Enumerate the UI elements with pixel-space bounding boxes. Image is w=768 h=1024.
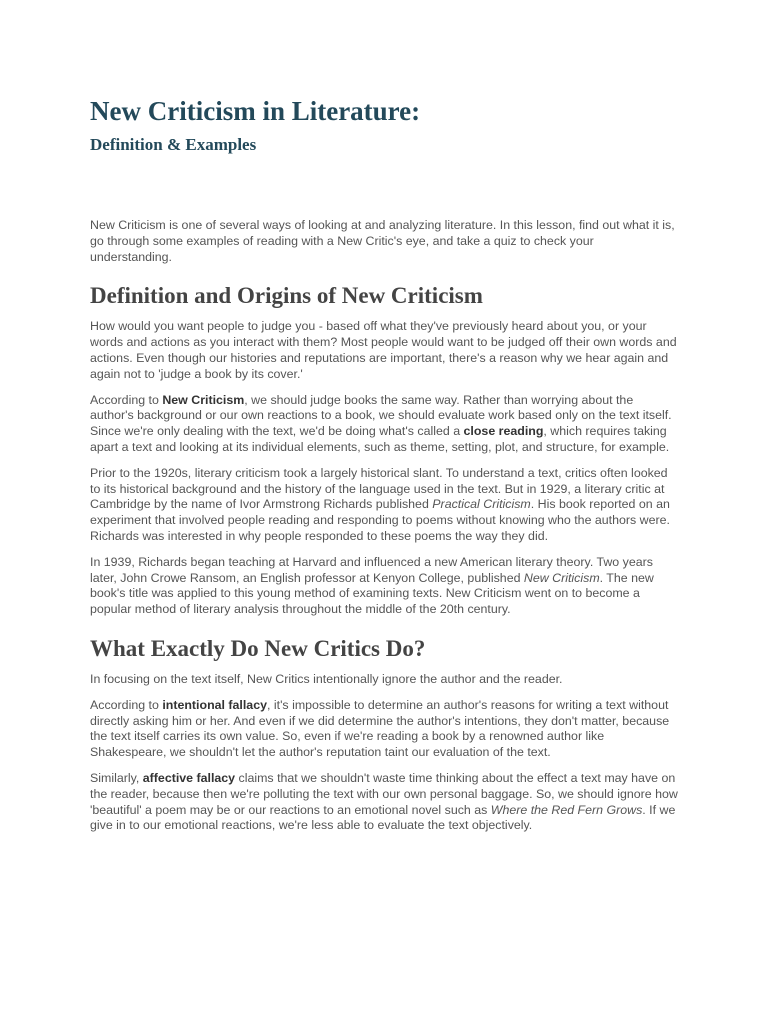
term-close-reading: close reading	[463, 424, 544, 439]
document-title: New Criticism in Literature:	[90, 96, 421, 126]
paragraph: In 1939, Richards began teaching at Harvard and influenced a new American literary theory. Two years later, John Crowe Ransom, an English professor at Kenyon College, published New Criticism. The new book's title was applied to this young method of examining texts. New Criticism went on to become a popular method of literary analysis throughout the middle of the 20th century.	[90, 554, 654, 617]
section-heading-what-critics-do: What Exactly Do New Critics Do?	[90, 635, 426, 661]
book-title: Practical Criticism	[432, 497, 531, 512]
term-intentional-fallacy: intentional fallacy	[162, 697, 267, 712]
term-affective-fallacy: affective fallacy	[142, 770, 236, 785]
document-subtitle: Definition & Examples	[90, 135, 257, 154]
book-title: New Criticism	[523, 570, 600, 585]
term-new-criticism: New Criticism	[162, 392, 245, 407]
book-title: Where the Red Fern Grows	[490, 802, 643, 817]
paragraph: Similarly, affective fallacy claims that we shouldn't waste time thinking about the effect a text may have on the reader, because then we're polluting the text with our own personal baggage. So, we should ignore how 'beautiful' a poem may be or our reactions to an emotional novel such as Where the Red Fern Grows. If we give in to our emotional reactions, we're less able to evaluate the text objectively.	[90, 770, 678, 833]
section-heading-definition: Definition and Origins of New Criticism	[90, 283, 483, 309]
paragraph: In focusing on the text itself, New Critics intentionally ignore the author and the reader.	[90, 671, 563, 686]
intro-paragraph: New Criticism is one of several ways of looking at and analyzing literature. In this lesson, find out what it is, go through some examples of reading with a New Critic's eye, and take a quiz to check your understanding.	[90, 218, 675, 264]
paragraph: According to New Criticism, we should judge books the same way. Rather than worrying about the author's background or our own reactions to a book, we should evaluate work based only on the text itself. Since we're only dealing with the text, we'd be doing what's called a close reading, which requires taking apart a text and looking at its individual elements, such as theme, setting, plot, and structure, for example.	[90, 392, 672, 454]
paragraph: According to intentional fallacy, it's impossible to determine an author's reasons for writing a text without directly asking him or her. And even if we did determine the author's intentions, they don't matter, because the text itself carries its own value. So, even if we're reading a book by a renowned author like Shakespeare, we shouldn't let the author's reputation taint our evaluation of the text.	[90, 697, 670, 760]
paragraph: Prior to the 1920s, literary criticism took a largely historical slant. To understand a text, critics often looked to its historical background and the history of the language used in the text. But in 1929, a literary critic at Cambridge by the name of Ivor Armstrong Richards published Practical Criticism. His book reported on an experiment that involved people reading and responding to poems without knowing who the authors were. Richards was interested in why people responded to these poems the way they did.	[90, 465, 670, 543]
paragraph: How would you want people to judge you - based off what they've previously heard about you, or your words and actions as you interact with them? Most people would want to be judged off their own words and actions. Even though our histories and reputations are important, there's a reason why we hear again and again not to 'judge a book by its cover.'	[90, 319, 677, 381]
